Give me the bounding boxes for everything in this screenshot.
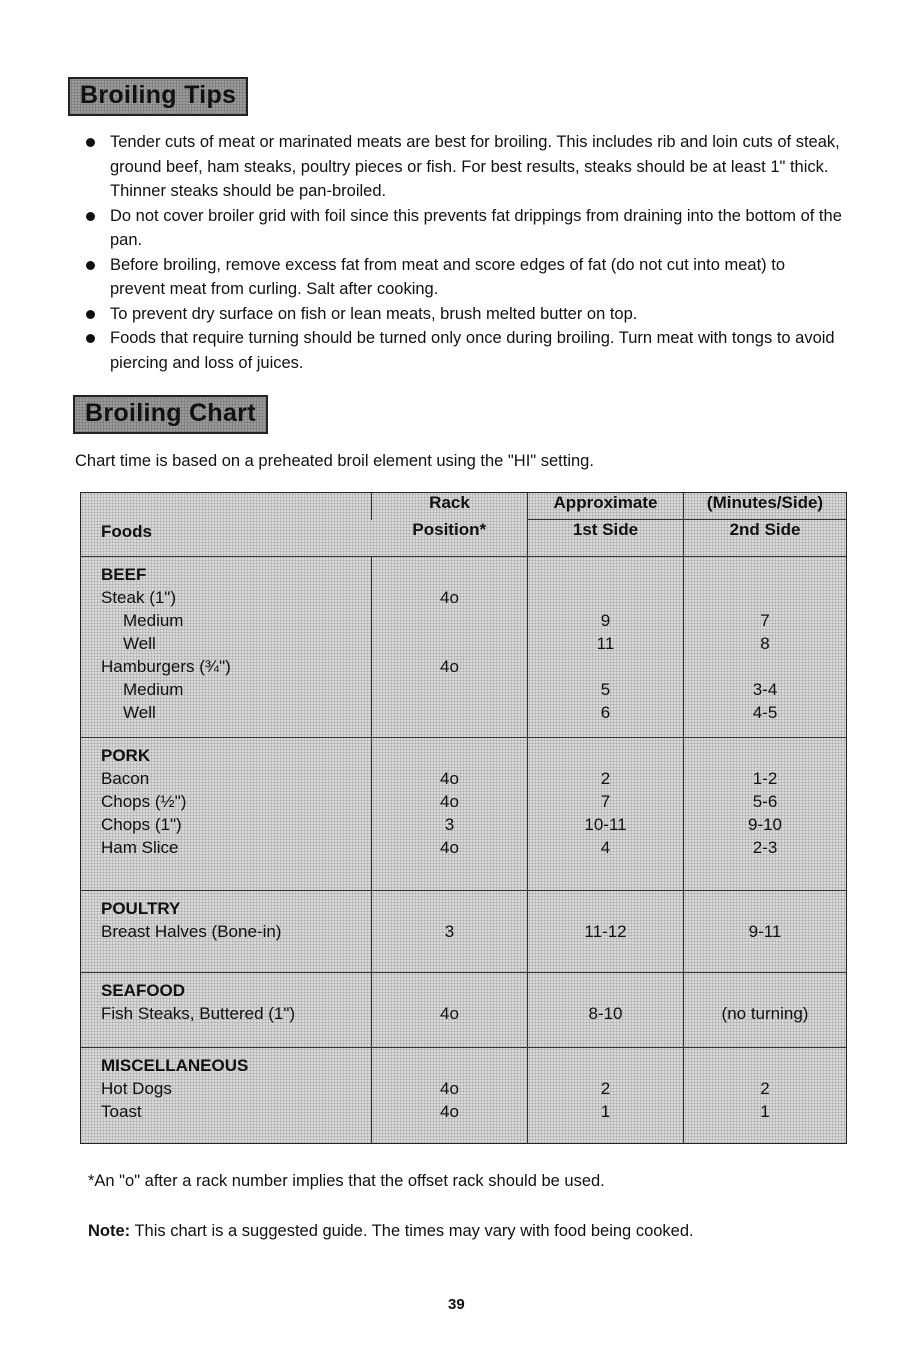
chart-intro-text: Chart time is based on a preheated broil element using the "HI" setting. xyxy=(75,452,594,470)
food-cell xyxy=(81,890,372,972)
food-cell xyxy=(81,738,372,890)
side2-cell xyxy=(684,972,847,1047)
table-section-row xyxy=(81,890,846,972)
broiling-table xyxy=(81,493,846,1143)
second-side-minutes xyxy=(684,586,846,609)
second-side-minutes: 9-11 xyxy=(748,921,782,941)
rack-cell xyxy=(372,972,528,1047)
side1-cell xyxy=(528,1047,684,1143)
rack-position-value xyxy=(372,678,527,701)
note-text: This chart is a suggested guide. The times may vary with food being cooked. xyxy=(130,1222,694,1240)
rack-position-value xyxy=(372,701,527,724)
side1-cell xyxy=(528,890,684,972)
second-side-minutes: 7 xyxy=(760,611,770,630)
section-title: PORK xyxy=(101,746,151,766)
second-side-minutes: 1 xyxy=(760,1101,770,1121)
section-title: SEAFOOD xyxy=(101,980,186,1000)
rack-position-value xyxy=(372,609,527,632)
rack-cell xyxy=(372,557,528,738)
tip-item: Do not cover broiler grid with foil since this prevents fat drippings from draining into the bottom of the pan. xyxy=(82,204,842,253)
page-number: 39 xyxy=(448,1296,465,1313)
food-cell xyxy=(81,1047,372,1143)
section-title: BEEF xyxy=(101,565,147,584)
broiling-chart-table xyxy=(80,492,847,1144)
table-section-row xyxy=(81,557,846,738)
header-1st-side: 1st Side xyxy=(528,520,684,557)
tip-item: Tender cuts of meat or marinated meats are best for broiling. This includes rib and loin cuts of steak, ground beef, ham steaks, poultry pieces or fish. For best results, steaks should be at least 1" thick. Thinner steaks should be pan-broiled. xyxy=(82,130,842,204)
first-side-minutes xyxy=(528,586,683,609)
first-side-minutes: 9 xyxy=(600,611,611,630)
food-name: Medium xyxy=(123,611,184,630)
first-side-minutes: 11 xyxy=(596,634,615,653)
rack-position-value: 4o xyxy=(440,588,459,607)
note-label: Note: xyxy=(88,1222,131,1240)
broiling-tips-heading: Broiling Tips xyxy=(68,77,248,116)
table-header-row xyxy=(81,493,846,520)
food-name: Bacon xyxy=(101,769,150,789)
food-cell xyxy=(81,557,372,738)
second-side-minutes xyxy=(684,655,846,678)
rack-position-value: 3 xyxy=(444,921,455,941)
food-name: Hot Dogs xyxy=(101,1078,172,1098)
rack-position-value: 4o xyxy=(440,1101,459,1121)
first-side-minutes: 1 xyxy=(600,1101,611,1121)
first-side-minutes: 2 xyxy=(600,1078,611,1098)
second-side-minutes: 3-4 xyxy=(752,680,778,699)
first-side-minutes: 8-10 xyxy=(588,1003,623,1023)
broiling-chart-heading: Broiling Chart xyxy=(73,395,268,434)
rack-position-value: 4o xyxy=(440,1078,459,1098)
rack-cell xyxy=(372,738,528,890)
first-side-minutes: 2 xyxy=(600,769,611,789)
second-side-minutes: (no turning) xyxy=(721,1003,809,1023)
rack-cell xyxy=(372,890,528,972)
first-side-minutes: 5 xyxy=(600,680,611,699)
side2-cell xyxy=(684,890,847,972)
side1-cell xyxy=(528,738,684,890)
food-name: Ham Slice xyxy=(101,838,179,858)
food-cell xyxy=(81,972,372,1047)
first-side-minutes: 10-11 xyxy=(584,815,627,835)
table-section-row xyxy=(81,972,846,1047)
first-side-minutes: 7 xyxy=(600,792,611,812)
second-side-minutes: 2 xyxy=(760,1078,770,1098)
table-body xyxy=(81,557,846,1144)
food-name: Toast xyxy=(101,1101,142,1121)
first-side-minutes: 11-12 xyxy=(584,921,627,941)
second-side-minutes: 8 xyxy=(760,634,770,653)
footnote: *An "o" after a rack number implies that the offset rack should be used. xyxy=(88,1172,605,1190)
food-name: Well xyxy=(123,703,156,722)
second-side-minutes: 9-10 xyxy=(747,815,783,835)
second-side-minutes: 5-6 xyxy=(752,792,778,812)
header-rack: Rack xyxy=(372,493,528,520)
rack-position-value: 4o xyxy=(440,1003,459,1023)
section-title: MISCELLANEOUS xyxy=(101,1055,249,1075)
table-section-row xyxy=(81,738,846,890)
header-2nd-side: 2nd Side xyxy=(684,520,847,557)
side2-cell xyxy=(684,557,847,738)
header-foods: Foods xyxy=(101,522,152,541)
rack-position-value: 4o xyxy=(440,657,459,676)
food-name: Medium xyxy=(123,680,184,699)
note xyxy=(88,1222,694,1241)
food-name: Chops (½") xyxy=(101,792,187,812)
rack-position-value: 3 xyxy=(444,815,455,835)
first-side-minutes: 6 xyxy=(600,703,611,722)
second-side-minutes: 2-3 xyxy=(752,838,778,858)
table-section-row xyxy=(81,1047,846,1143)
first-side-minutes: 4 xyxy=(600,838,611,858)
food-name: Well xyxy=(123,634,156,653)
rack-position-value: 4o xyxy=(440,838,459,858)
tip-item: Before broiling, remove excess fat from meat and score edges of fat (do not cut into meat) to prevent meat from curling. Salt after cooking. xyxy=(82,253,842,302)
side2-cell xyxy=(684,1047,847,1143)
second-side-minutes: 4-5 xyxy=(752,703,778,722)
header-minutes-per-side: (Minutes/Side) xyxy=(684,493,847,520)
food-name: Fish Steaks, Buttered (1") xyxy=(101,1003,296,1023)
rack-position-value xyxy=(372,632,527,655)
tip-item: To prevent dry surface on fish or lean meats, brush melted butter on top. xyxy=(82,302,842,327)
first-side-minutes xyxy=(528,655,683,678)
rack-cell xyxy=(372,1047,528,1143)
food-name: Hamburgers (¾") xyxy=(101,657,231,676)
side1-cell xyxy=(528,972,684,1047)
tip-item: Foods that require turning should be turned only once during broiling. Turn meat with tongs to avoid piercing and loss of juices. xyxy=(82,326,842,375)
side2-cell xyxy=(684,738,847,890)
food-name: Chops (1") xyxy=(101,815,182,835)
header-approximate: Approximate xyxy=(528,493,684,520)
header-position: Position* xyxy=(412,519,487,539)
food-name: Breast Halves (Bone-in) xyxy=(101,921,282,941)
food-name: Steak (1") xyxy=(101,588,177,607)
rack-position-value: 4o xyxy=(440,792,459,812)
tips-list xyxy=(82,130,842,375)
side1-cell xyxy=(528,557,684,738)
rack-position-value: 4o xyxy=(440,769,459,789)
section-title: POULTRY xyxy=(101,898,181,918)
second-side-minutes: 1-2 xyxy=(752,769,778,789)
